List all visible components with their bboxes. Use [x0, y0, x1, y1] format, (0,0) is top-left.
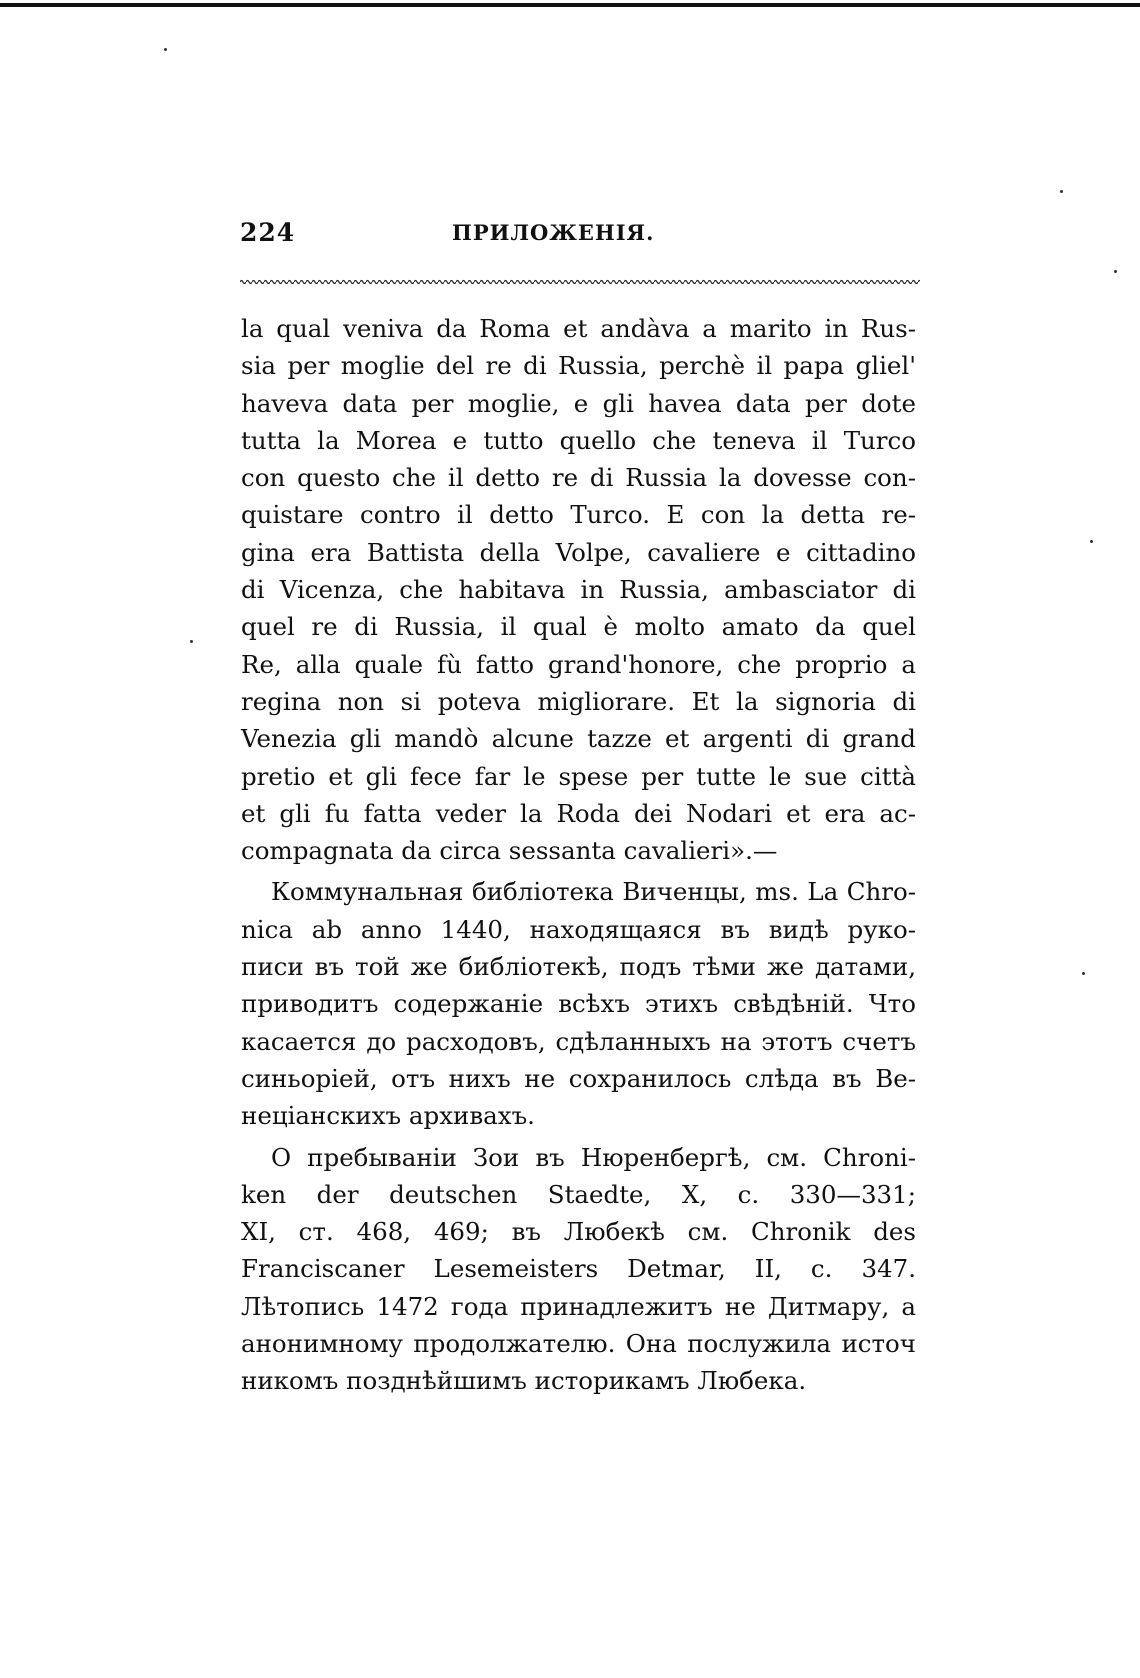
text-line: quistare contro il detto Turco. E con la detta re-: [241, 500, 916, 530]
page-number: 224: [240, 218, 296, 247]
text-line: ken der deutschen Staedte, X, c. 330—331;: [241, 1179, 916, 1209]
page-header: [240, 218, 920, 258]
text-line: Лѣтопись 1472 года принадлежитъ не Дитмару, а: [241, 1291, 916, 1321]
text-line: Коммунальная библіотека Виченцы, ms. La Chro-: [271, 877, 916, 907]
paragraph-italian-quote: [241, 310, 916, 869]
text-line: quel re di Russia, il qual è molto amato da quel: [241, 612, 916, 642]
text-line: gina era Battista della Volpe, cavaliere e cittadino: [241, 537, 916, 567]
text-line: анонимному продолжателю. Она послужила источ: [241, 1329, 916, 1359]
scan-speck: [164, 48, 167, 51]
scan-speck: [190, 640, 193, 643]
scan-speck: [1082, 972, 1085, 975]
text-line: синьоріей, отъ нихъ не сохранилось слѣда въ Ве-: [241, 1063, 916, 1093]
text-line: sia per moglie del re di Russia, perchè il papa gliel': [241, 351, 916, 381]
text-line: la qual veniva da Roma et andàva a marito in Rus-: [241, 314, 916, 343]
scan-speck: [1114, 270, 1117, 273]
text-line: приводитъ содержаніе всѣхъ этихъ свѣдѣній. Что: [241, 989, 916, 1019]
text-line: неціанскихъ архивахъ.: [241, 1101, 535, 1131]
text-line: Franciscaner Lesemeisters Detmar, II, c. 347.: [241, 1254, 916, 1284]
text-line: О пребываніи Зои въ Нюренбергѣ, см. Chroni-: [271, 1142, 916, 1172]
body-text: [241, 310, 916, 1400]
text-line: con questo che il detto re di Russia la dovesse con-: [241, 463, 916, 493]
paragraph-nuremberg: [241, 1139, 916, 1400]
header-wavy-rule: [240, 278, 920, 286]
text-line: haveva data per moglie, e gli havea data per dote: [241, 388, 916, 418]
text-line: Venezia gli mandò alcune tazze et argenti di grand: [241, 724, 916, 754]
text-line: di Vicenza, che habitava in Russia, ambasciator di: [241, 575, 916, 605]
text-line: Re, alla quale fù fatto grand'honore, che proprio a: [241, 649, 916, 679]
text-line: pretio et gli fece far le spese per tutte le sue città: [241, 761, 916, 791]
scan-speck: [1090, 540, 1093, 543]
text-line: tutta la Morea e tutto quello che teneva il Turco: [241, 425, 916, 455]
text-line: nica ab anno 1440, находящаяся въ видѣ руко-: [241, 914, 916, 944]
text-line: писи въ той же библіотекѣ, подъ тѣми же датами,: [241, 952, 916, 982]
text-line: касается до расходовъ, сдѣланныхъ на этотъ счетъ: [241, 1026, 916, 1056]
scan-top-edge: [0, 3, 1140, 7]
text-line: compagnata da circa sessanta cavalieri».—: [241, 836, 778, 866]
scan-speck: [1060, 190, 1063, 193]
text-line: XI, ст. 468, 469; въ Любекѣ см. Chronik des: [241, 1217, 916, 1247]
running-title: ПРИЛОЖЕНІЯ.: [452, 220, 655, 245]
paragraph-vicenza-library: [241, 873, 916, 1134]
text-line: никомъ позднѣйшимъ историкамъ Любека.: [241, 1366, 807, 1396]
text-line: et gli fu fatta veder la Roda dei Nodari et era ac-: [241, 798, 916, 828]
text-line: regina non si poteva migliorare. Et la signoria di: [241, 686, 916, 716]
